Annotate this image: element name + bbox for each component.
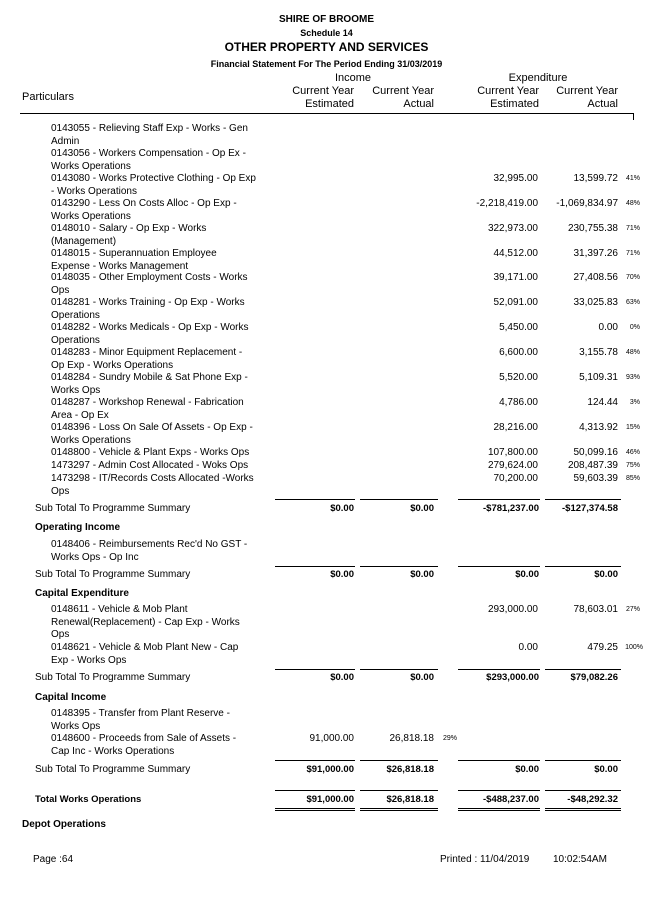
list-item: 0148621 - Vehicle & Mob Plant New - Cap Exp - Works Ops	[51, 642, 239, 666]
total-exp-act: -$48,292.32	[567, 794, 618, 805]
pct-value: 70%	[625, 274, 640, 281]
pct-value: 71%	[625, 225, 640, 232]
col-income: Income	[334, 72, 372, 84]
list-item: 0143080 - Works Protective Clothing - Op Exp - Works Operations	[51, 173, 256, 197]
section-capital-expenditure: Capital Expenditure	[35, 588, 129, 599]
subtotal-inc-act: $0.00	[410, 503, 434, 514]
subtotal-exp-est: -$781,237.00	[483, 503, 539, 514]
list-item: 0148800 - Vehicle & Plant Exps - Works Ops	[51, 447, 250, 458]
list-item: 0148611 - Vehicle & Mob Plant Renewal(Replacement) - Cap Exp - Works Ops	[51, 604, 240, 640]
pct-value: 75%	[625, 462, 640, 469]
subtotal-exp-act: $0.00	[594, 764, 618, 775]
col-exp-est-2: Estimated	[490, 98, 539, 110]
subtotal-inc-est: $0.00	[330, 569, 354, 580]
exp-est-value: 70,200.00	[493, 473, 538, 484]
pct-value: 85%	[625, 475, 640, 482]
list-item: 0148283 - Minor Equipment Replacement - Op Exp - Works Operations	[51, 347, 243, 371]
pct-value: 63%	[625, 299, 640, 306]
exp-est-value: 107,800.00	[487, 447, 538, 458]
exp-est-value: 28,216.00	[493, 422, 538, 433]
pct-value: 0%	[629, 324, 640, 331]
report-subtitle: Financial Statement For The Period Ending 31/03/2019	[210, 59, 443, 69]
col-exp-act-2: Actual	[587, 98, 618, 110]
list-item: 0148600 - Proceeds from Sale of Assets - Cap Inc - Works Operations	[51, 733, 237, 757]
list-item: 0148281 - Works Training - Op Exp - Works Operations	[51, 297, 245, 321]
list-item: 0148287 - Workshop Renewal - Fabrication Area - Op Ex	[51, 397, 244, 421]
subtotal-label: Sub Total To Programme Summary	[35, 569, 191, 580]
list-item: 0148284 - Sundry Mobile & Sat Phone Exp - Works Ops	[51, 372, 248, 396]
col-inc-est-2: Estimated	[305, 98, 354, 110]
exp-est-value: 6,600.00	[499, 347, 538, 358]
list-item: 0148395 - Transfer from Plant Reserve - Works Ops	[51, 708, 230, 732]
report-title: OTHER PROPERTY AND SERVICES	[224, 40, 429, 54]
subtotal-inc-act: $0.00	[410, 569, 434, 580]
list-item: 0148010 - Salary - Op Exp - Works (Management)	[51, 223, 207, 247]
exp-act-value: 124.44	[587, 397, 618, 408]
schedule-label: Schedule 14	[300, 28, 353, 38]
exp-act-value: 230,755.38	[567, 223, 618, 234]
exp-act-value: 78,603.01	[573, 604, 618, 615]
list-item: 0148282 - Works Medicals - Op Exp - Works Operations	[51, 322, 249, 346]
exp-est-value: 32,995.00	[493, 173, 538, 184]
exp-act-value: 479.25	[587, 642, 618, 653]
subtotal-exp-act: $0.00	[594, 569, 618, 580]
exp-act-value: 5,109.31	[579, 372, 618, 383]
exp-act-value: 31,397.26	[573, 248, 618, 259]
total-exp-est: -$488,237.00	[483, 794, 539, 805]
section-operating-income: Operating Income	[35, 522, 121, 533]
col-exp-est-1: Current Year	[477, 85, 539, 97]
pct-value: 48%	[625, 349, 640, 356]
pct-value: 15%	[625, 424, 640, 431]
pct-value: 93%	[625, 374, 640, 381]
col-exp-act-1: Current Year	[556, 85, 618, 97]
subtotal-exp-est: $0.00	[515, 569, 539, 580]
subtotal-inc-act: $0.00	[410, 672, 434, 683]
printed-date: Printed : 11/04/2019	[440, 854, 530, 865]
list-item: 0143056 - Workers Compensation - Op Ex - Works Operations	[51, 148, 246, 172]
exp-act-value: 33,025.83	[573, 297, 618, 308]
col-particulars: Particulars	[22, 91, 74, 103]
exp-est-value: 4,786.00	[499, 397, 538, 408]
col-inc-act-1: Current Year	[372, 85, 434, 97]
exp-act-value: 59,603.39	[573, 473, 618, 484]
subtotal-inc-est: $0.00	[330, 672, 354, 683]
section-depot-operations: Depot Operations	[22, 819, 106, 830]
list-item: 0148015 - Superannuation Employee Expense - Works Management	[51, 248, 217, 272]
subtotal-label: Sub Total To Programme Summary	[35, 764, 191, 775]
list-item: 1473298 - IT/Records Costs Allocated -Works Ops	[51, 473, 254, 497]
section-capital-income: Capital Income	[35, 692, 107, 703]
exp-est-value: -2,218,419.00	[476, 198, 538, 209]
total-label: Total Works Operations	[35, 794, 142, 805]
exp-act-value: 50,099.16	[573, 447, 618, 458]
inc-act-value: 26,818.18	[389, 733, 434, 744]
exp-est-value: 293,000.00	[487, 604, 538, 615]
printed-time: 10:02:54AM	[553, 854, 607, 865]
header-tick	[633, 113, 634, 120]
pct-value: 41%	[625, 175, 640, 182]
list-item: 0143055 - Relieving Staff Exp - Works - Gen Admin	[51, 123, 248, 147]
col-inc-act-2: Actual	[403, 98, 434, 110]
exp-act-value: 13,599.72	[573, 173, 618, 184]
inc-est-value: 91,000.00	[309, 733, 354, 744]
exp-est-value: 39,171.00	[493, 272, 538, 283]
list-item: 0148035 - Other Employment Costs - Works Ops	[51, 272, 248, 296]
exp-est-value: 322,973.00	[487, 223, 538, 234]
pct-value: 46%	[625, 449, 640, 456]
list-item: 0148406 - Reimbursements Rec'd No GST - Works Ops - Op Inc	[51, 539, 248, 563]
page-number: Page :64	[33, 854, 74, 865]
exp-act-value: 208,487.39	[567, 460, 618, 471]
subtotal-exp-est: $293,000.00	[486, 672, 539, 683]
list-item: 0148396 - Loss On Sale Of Assets - Op Exp - Works Operations	[51, 422, 253, 446]
subtotal-label: Sub Total To Programme Summary	[35, 503, 191, 514]
subtotal-label: Sub Total To Programme Summary	[35, 672, 191, 683]
exp-act-value: 4,313.92	[579, 422, 618, 433]
exp-act-value: 0.00	[598, 322, 618, 333]
exp-est-value: 52,091.00	[493, 297, 538, 308]
org-name: SHIRE OF BROOME	[278, 14, 374, 25]
pct-value: 3%	[629, 399, 640, 406]
pct-value: 29%	[442, 735, 457, 742]
subtotal-inc-est: $91,000.00	[306, 764, 354, 775]
subtotal-exp-act: $79,082.26	[570, 672, 618, 683]
col-expenditure: Expenditure	[508, 72, 568, 84]
exp-est-value: 5,520.00	[499, 372, 538, 383]
pct-value: 71%	[625, 250, 640, 257]
exp-est-value: 5,450.00	[499, 322, 538, 333]
list-item: 0143290 - Less On Costs Alloc - Op Exp - Works Operations	[51, 198, 237, 222]
list-item: 1473297 - Admin Cost Allocated - Woks Ops	[51, 460, 249, 471]
subtotal-inc-est: $0.00	[330, 503, 354, 514]
subtotal-exp-act: -$127,374.58	[562, 503, 618, 514]
exp-est-value: 279,624.00	[487, 460, 538, 471]
pct-value: 100%	[625, 644, 643, 651]
exp-act-value: 3,155.78	[579, 347, 618, 358]
exp-act-value: -1,069,834.97	[556, 198, 618, 209]
header-rule	[20, 113, 634, 114]
pct-value: 48%	[625, 200, 640, 207]
subtotal-exp-est: $0.00	[515, 764, 539, 775]
total-inc-est: $91,000.00	[306, 794, 354, 805]
total-inc-act: $26,818.18	[386, 794, 434, 805]
exp-est-value: 44,512.00	[493, 248, 538, 259]
pct-value: 27%	[625, 606, 640, 613]
exp-act-value: 27,408.56	[573, 272, 618, 283]
col-inc-est-1: Current Year	[292, 85, 354, 97]
subtotal-inc-act: $26,818.18	[386, 764, 434, 775]
exp-est-value: 0.00	[518, 642, 538, 653]
